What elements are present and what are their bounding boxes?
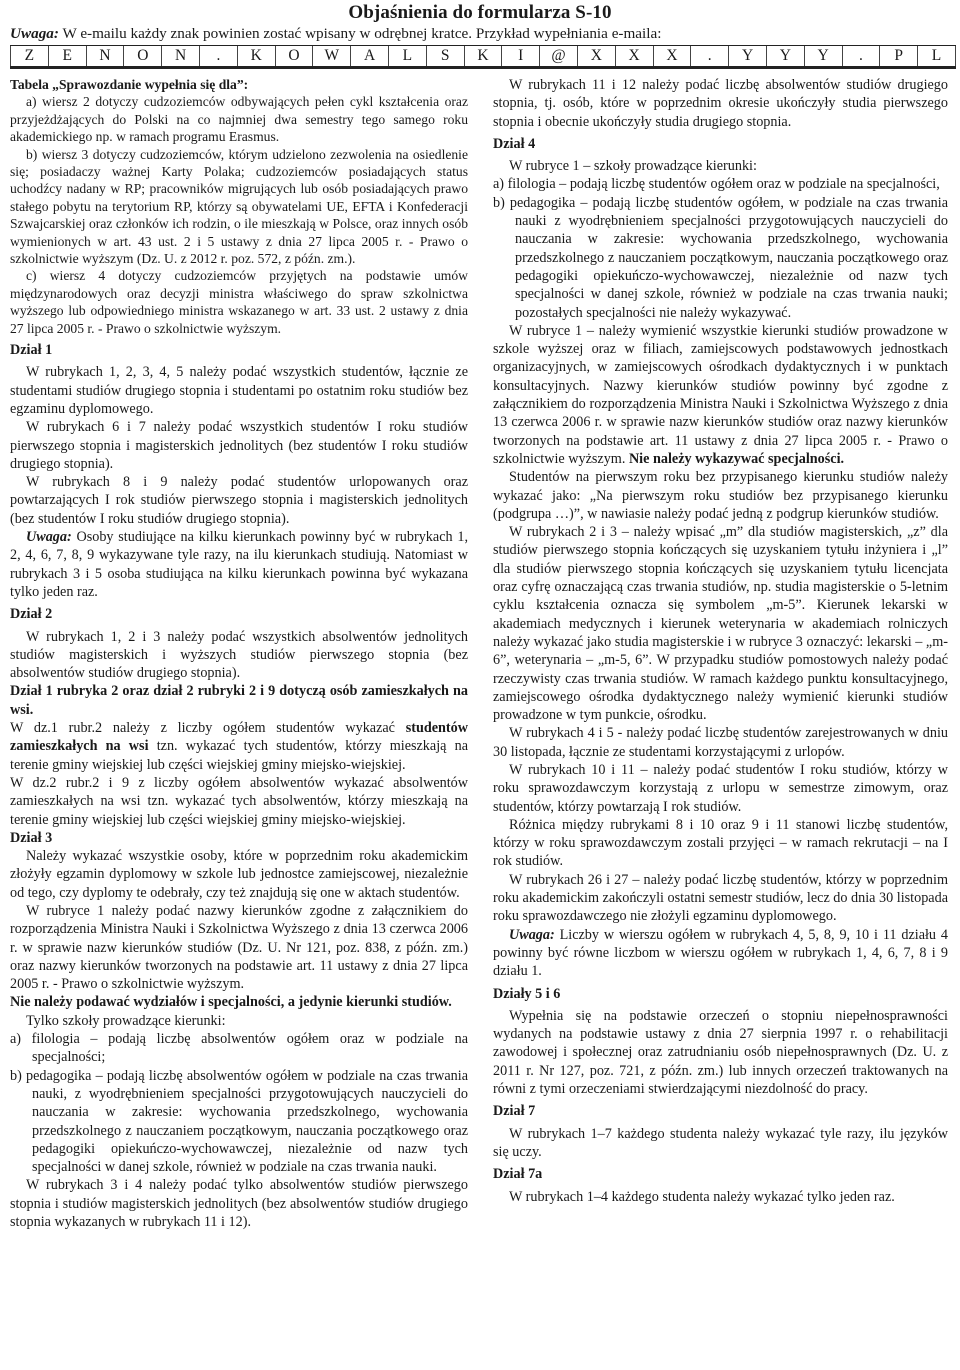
dzial-7a-heading: Dział 7a xyxy=(493,1166,543,1183)
dzial-1-paragraph: W rubrykach 6 i 7 należy podać wszystkich studentów I roku studiów pierwszego stopnia i magisterskich jednolitych (bez studentów I roku studiów drugiego stopnia). xyxy=(10,419,468,472)
dzial-4-paragraph: W rubrykach 2 i 3 – należy wpisać „m” dla studiów magisterskich, „z” dla studiów pierwszego stopnia kończących się uzyskaniem tytułu inżyniera i „l” dla studiów pierwszego stopnia kończących się uzyskaniem tytułu licencjata oraz cyfrę oznaczającą czas trwania studiów, np. studia magisterskie o 5-letnim cyklu kształcenia oznacza się symbolem „m-5”. Kierunek lekarski w akademiach medycznych i kierunek weterynaria w akademiach rolniczych należy wykazać jako studia magisterskie i w rubryce 3 oznaczyć: lekarski – „m-6”, weterynaria – „m-5, 6”. W przypadku studiów pomostowych należy podać rzeczywisty czas trwania studiów. W ramach każdego punktu konsultacyjnego, zamiejscowego ośrodka dydaktycznego należy wymienić kierunki studiów prowadzone w tym punkcie, ośrodku. xyxy=(493,524,948,724)
email-char-cell: Y xyxy=(767,46,805,66)
email-char-cell: O xyxy=(276,46,314,66)
left-column xyxy=(10,76,468,1368)
uwaga-text: Liczby w wierszu ogółem w rubrykach 4, 5, 8, 9, 10 i 11 działu 4 powinny być równe liczbom w wierszu ogółem w rubrykach 1, 4, 6, 7, 8 i 9 działu 1. xyxy=(493,926,948,980)
email-char-cell: W xyxy=(313,46,351,66)
dzial-2-heading: Dział 2 xyxy=(10,606,53,623)
uwaga-text: Osoby studiujące na kilku kierunkach powinny być w rubrykach 1, 2, 4, 6, 7, 8, 9 wykazywane tyle razy, na ilu kierunkach studiują. Natomiast w rubrykach 3 i 5 osoba studiująca na kilku kierunkach powinna być wykazana tylko jeden raz. xyxy=(10,529,468,600)
email-char-cell: L xyxy=(918,46,956,66)
email-char-cell: . xyxy=(200,46,238,66)
dzial-5-6-heading: Działy 5 i 6 xyxy=(493,985,561,1002)
email-char-cell: L xyxy=(389,46,427,66)
right-column xyxy=(493,76,948,1368)
tabela-item-b: b) wiersz 3 dotyczy cudzoziemców, którym udzielono zezwolenia na osiedlenie się; posiadaczy ważnej Karty Polaka; cudzoziemców posiadających status uchodźcy nadany w RP; pracowników migrujących lub osób posiadających prawo stałego pobytu na terytorium RP, którzy są obywatelami UE, EFTA i Konfederacji Szwajcarskiej oraz członków ich rodzin, o ile mieszkają w Polsce, oraz innych osób wymienionych w art. 43 ust. 2 i 5 ustawy z dnia 27 lipca 2005 r. - Prawo o szkolnictwie wyższym (Dz. U. z 2012 r. poz. 572, z późn. zm.). xyxy=(10,146,468,267)
dzial-4-note xyxy=(493,926,948,981)
tabela-item-c: c) wiersz 4 dotyczy cudzoziemców przyjętych na podstawie umów międzynarodowych oraz decyzji ministra właściwego do spraw szkolnictwa wyższego lub odpowiedniego ministra wskazanego w art. 33 ust. 2 ustawy z dnia 27 lipca 2005 r. - Prawo o szkolnictwie wyższym. xyxy=(10,268,468,336)
dzial-4-list-item-a: a) filologia – podają liczbę studentów ogółem oraz w podziale na specjalności, xyxy=(493,176,940,193)
dzial-7a-paragraph: W rubrykach 1–4 każdego studenta należy wykazać tylko jeden raz. xyxy=(509,1188,895,1205)
email-char-cell: Y xyxy=(729,46,767,66)
dzial-3-list-item-a: a) filologia – podają liczbę absolwentów ogółem oraz w podziale na specjalności; xyxy=(10,1031,468,1066)
uwaga-label: Uwaga: xyxy=(509,926,555,943)
email-char-cell: X xyxy=(654,46,692,66)
dzial-3-paragraph: W rubryce 1 należy podać nazwy kierunków zgodne z załącznikiem do rozporządzenia Ministra Nauki i Szkolnictwa Wyższego z dnia 13 czerwca 2006 r. w sprawie nazw kierunków studiów (Dz. U. Nr 121, poz. 838, z późn. zm.) oraz nazwy kierunków tworzonych na podstawie art. 11 ustawy z dnia 27 lipca 2005 r. - Prawo o szkolnictwie wyższym. xyxy=(10,903,468,993)
dzial-3-list-item-b: b) pedagogika – podają liczbę absolwentów ogółem w podziale na czas trwania nauki, z wyodrębnieniem specjalności przygotowujących nauczycieli do nauczania w zakresie: wychowania przedszkolnego, wychowania przedszkolnego z nauczaniem początkowym, nauczania początkowego oraz pedagogiki opiekuńczo-wychowawczej, niezależnie od nazw tych specjalności w danej szkole, również w podziale na czas trwania nauki. xyxy=(10,1067,468,1176)
dzial-2-bold-note: Dział 1 rubryka 2 oraz dział 2 rubryki 2 i 9 dotyczą osób zamieszkałych na wsi. xyxy=(10,683,468,718)
dzial-2-paragraph xyxy=(10,719,468,774)
dzial-3-paragraph: Należy wykazać wszystkie osoby, które w poprzednim roku akademickim złożyły egzamin dyplomowy w szkole lub jednostce zamiejscowej, niezależnie od tego, czy dyplomy te odebrały, czy też znajdują się one w aktach studentów. xyxy=(10,848,468,901)
dzial-3-heading: Dział 3 xyxy=(10,829,53,846)
dzial-2-text: tzn. wykazać tych studentów, którzy mieszkają na terenie gminy wiejskiej lub części wiejskiej gminy miejsko-wiejskiej. xyxy=(10,738,468,773)
dzial-1-heading: Dział 1 xyxy=(10,342,53,359)
email-example-grid xyxy=(10,45,956,69)
dzial-2-paragraph: W dz.2 rubr.2 i 9 z liczby ogółem absolwentów wykazać absolwentów zamieszkałych na wsi tzn. wykazać tych absolwentów, którzy mieszkają na terenie gminy wiejskiej lub części wiejskiej gminy miejsko-wiejskiej. xyxy=(10,774,468,828)
dzial-3-paragraph: W rubrykach 3 i 4 należy podać tylko absolwentów studiów pierwszego stopnia i studiów magisterskich jednolitych (bez absolwentów studiów drugiego stopnia wykazanych w rubrykach 11 i 12). xyxy=(10,1177,468,1231)
dzial-3-paragraph: Tylko szkoły prowadzące kierunki: xyxy=(26,1012,226,1029)
uwaga-text: W e-mailu każdy znak powinien zostać wpisany w odrębnej kratce. Przykład wypełniania e-maila: xyxy=(58,25,662,42)
dzial-4-paragraph: W rubrykach 26 i 27 – należy podać liczbę studentów, którzy w poprzednim roku akademickim zakończyli ostatni semestr studiów, lecz do dnia 30 listopada roku sprawozdawczego nie złożyli egzaminu dyplomowego. xyxy=(493,871,948,925)
email-char-cell: A xyxy=(351,46,389,66)
email-char-cell: I xyxy=(502,46,540,66)
tabela-heading: Tabela „Sprawozdanie wypełnia się dla”: xyxy=(10,77,249,92)
dzial-7-paragraph: W rubrykach 1–7 każdego studenta należy wykazać tyle razy, ilu języków się uczy. xyxy=(493,1125,948,1160)
email-char-cell: N xyxy=(162,46,200,66)
dzial-2-text: W dz.1 rubr.2 należy z liczby ogółem studentów wykazać xyxy=(10,720,406,737)
dzial-5-6-paragraph: Wypełnia się na podstawie orzeczeń o stopniu niepełnosprawności wydanych na podstawie ustawy z dnia 27 sierpnia 1997 r. o rehabilitacji zawodowej i społecznej oraz zatrudnianiu osób niepełnosprawnych (Dz. U. z 2011 r. Nr 127, poz. 721, z późn. zm.) lub innych orzeczeń traktowanych na równi z tymi orzeczeniami stwierdzającymi niezdolność do pracy. xyxy=(493,1007,948,1098)
email-char-cell: @ xyxy=(540,46,578,66)
email-char-cell: Z xyxy=(10,46,49,66)
email-char-cell: P xyxy=(880,46,918,66)
email-char-cell: N xyxy=(87,46,125,66)
email-char-cell: X xyxy=(616,46,654,66)
dzial-4-text: W rubryce 1 – należy wymienić wszystkie kierunki studiów prowadzone w szkole wyższej oraz w filiach, zamiejscowych podstawowych jednostkach organizacyjnych, w zamiejscowych ośrodkach dydaktycznych i w punktach konsultacyjnych. Nazwy kierunków studiów powinny być zgodne z załącznikiem do rozporządzenia Ministra Nauki i Szkolnictwa Wyższego z dnia 13 czerwca 2006 r. w sprawie nazw kierunków studiów oraz nazwy kierunków tworzonych na podstawie art. 11 ustawy z dnia 27 lipca 2005 r. - Prawo o szkolnictwie wyższym. xyxy=(493,322,948,467)
email-char-cell: . xyxy=(843,46,881,66)
dzial-4-bold-text: Nie należy wykazywać specjalności. xyxy=(628,450,845,467)
email-char-cell: E xyxy=(49,46,87,66)
dzial-7-heading: Dział 7 xyxy=(493,1103,536,1120)
email-char-cell: . xyxy=(691,46,729,66)
dzial-1-note xyxy=(10,528,468,601)
email-char-cell: Y xyxy=(805,46,843,66)
email-char-cell: K xyxy=(238,46,276,66)
document-title: Objaśnienia do formularza S-10 xyxy=(348,2,612,23)
dzial-4-paragraph: W rubrykach 10 i 11 – należy podać studentów I roku studiów, którzy w roku sprawozdawczym korzystają z urlopu w semestrze zimowym, oraz studentów, którzy powtarzają I rok studiów. xyxy=(493,761,948,815)
uwaga-label: Uwaga: xyxy=(10,25,59,42)
dzial-4-list-item-b: b) pedagogika – podają liczbę studentów ogółem, w podziale na czas trwania nauki z wyodrębnieniem specjalności przygotowujących nauczycieli do nauczania w zakresie: wychowania przedszkolnego, wychowania przedszkolnego z nauczaniem początkowym, nauczania początkowego oraz pedagogiki opiekuńczo-wychowawczej, niezależnie od nazw tych specjalności w danej szkole, również w podziale na czas trwania nauki; pozostałych specjalności nie należy wykazywać. xyxy=(493,194,948,321)
dzial-4-paragraph: W rubryce 1 – szkoły prowadzące kierunki: xyxy=(509,158,757,175)
dzial-1-paragraph: W rubrykach 1, 2, 3, 4, 5 należy podać wszystkich studentów, łącznie ze studentami studiów drugiego stopnia i studentami po ostatnim roku studiów bez egzaminu dyplomowego. xyxy=(10,364,468,417)
dzial-3-bold-note: Nie należy podawać wydziałów i specjalności, a jedynie kierunki studiów. xyxy=(10,994,452,1011)
uwaga-label: Uwaga: xyxy=(26,529,72,546)
dzial-4-paragraph: Studentów na pierwszym roku bez przypisanego kierunku studiów należy wykazać jako: „Na pierwszym roku studiów bez przypisanego kierunku (podgrupa …)”, w nawiasie należy podać jedną z podgrup kierunków studiów. xyxy=(493,469,948,522)
dzial-4-paragraph: Różnica między rubrykami 8 i 10 oraz 9 i 11 stanowi liczbę studentów, którzy w roku sprawozdawczym zostali przyjęci – w ramach rekrutacji – na I rok studiów. xyxy=(493,816,948,870)
dzial-3-continuation: W rubrykach 11 i 12 należy podać liczbę absolwentów studiów drugiego stopnia, tj. osób, które w poprzednim okresie ukończyły studia pierwszego stopnia i obecnie ukończyły studia drugiego stopnia. xyxy=(493,77,948,130)
dzial-2-paragraph: W rubrykach 1, 2 i 3 należy podać wszystkich absolwentów jednolitych studiów magisterskich i wyższych studiów pierwszego stopnia (bez absolwentów studiów drugiego stopnia). xyxy=(10,628,468,682)
email-char-cell: K xyxy=(465,46,503,66)
dzial-4-heading: Dział 4 xyxy=(493,135,536,152)
email-instruction xyxy=(10,25,955,43)
email-char-cell: S xyxy=(427,46,465,66)
email-char-cell: O xyxy=(124,46,162,66)
dzial-2-bold-text: studentów zamieszkałych na wsi xyxy=(10,720,468,755)
dzial-4-paragraph xyxy=(493,322,948,468)
email-char-cell: X xyxy=(578,46,616,66)
dzial-1-paragraph: W rubrykach 8 i 9 należy podać studentów urlopowanych oraz powtarzających I rok studiów pierwszego stopnia i magisterskich jednolitych (bez studentów I roku studiów drugiego stopnia). xyxy=(10,474,468,527)
dzial-4-paragraph: W rubrykach 4 i 5 - należy podać liczbę studentów zarejestrowanych w dniu 30 listopada, łącznie ze studentami korzystającymi z urlopów. xyxy=(493,725,948,760)
tabela-item-a: a) wiersz 2 dotyczy cudzoziemców odbywających pełen cykl kształcenia oraz przyjeżdżających do Polski na co najmniej dwa semestry tego samego roku akademickiego np. w ramach programu Erasmus. xyxy=(10,94,468,145)
